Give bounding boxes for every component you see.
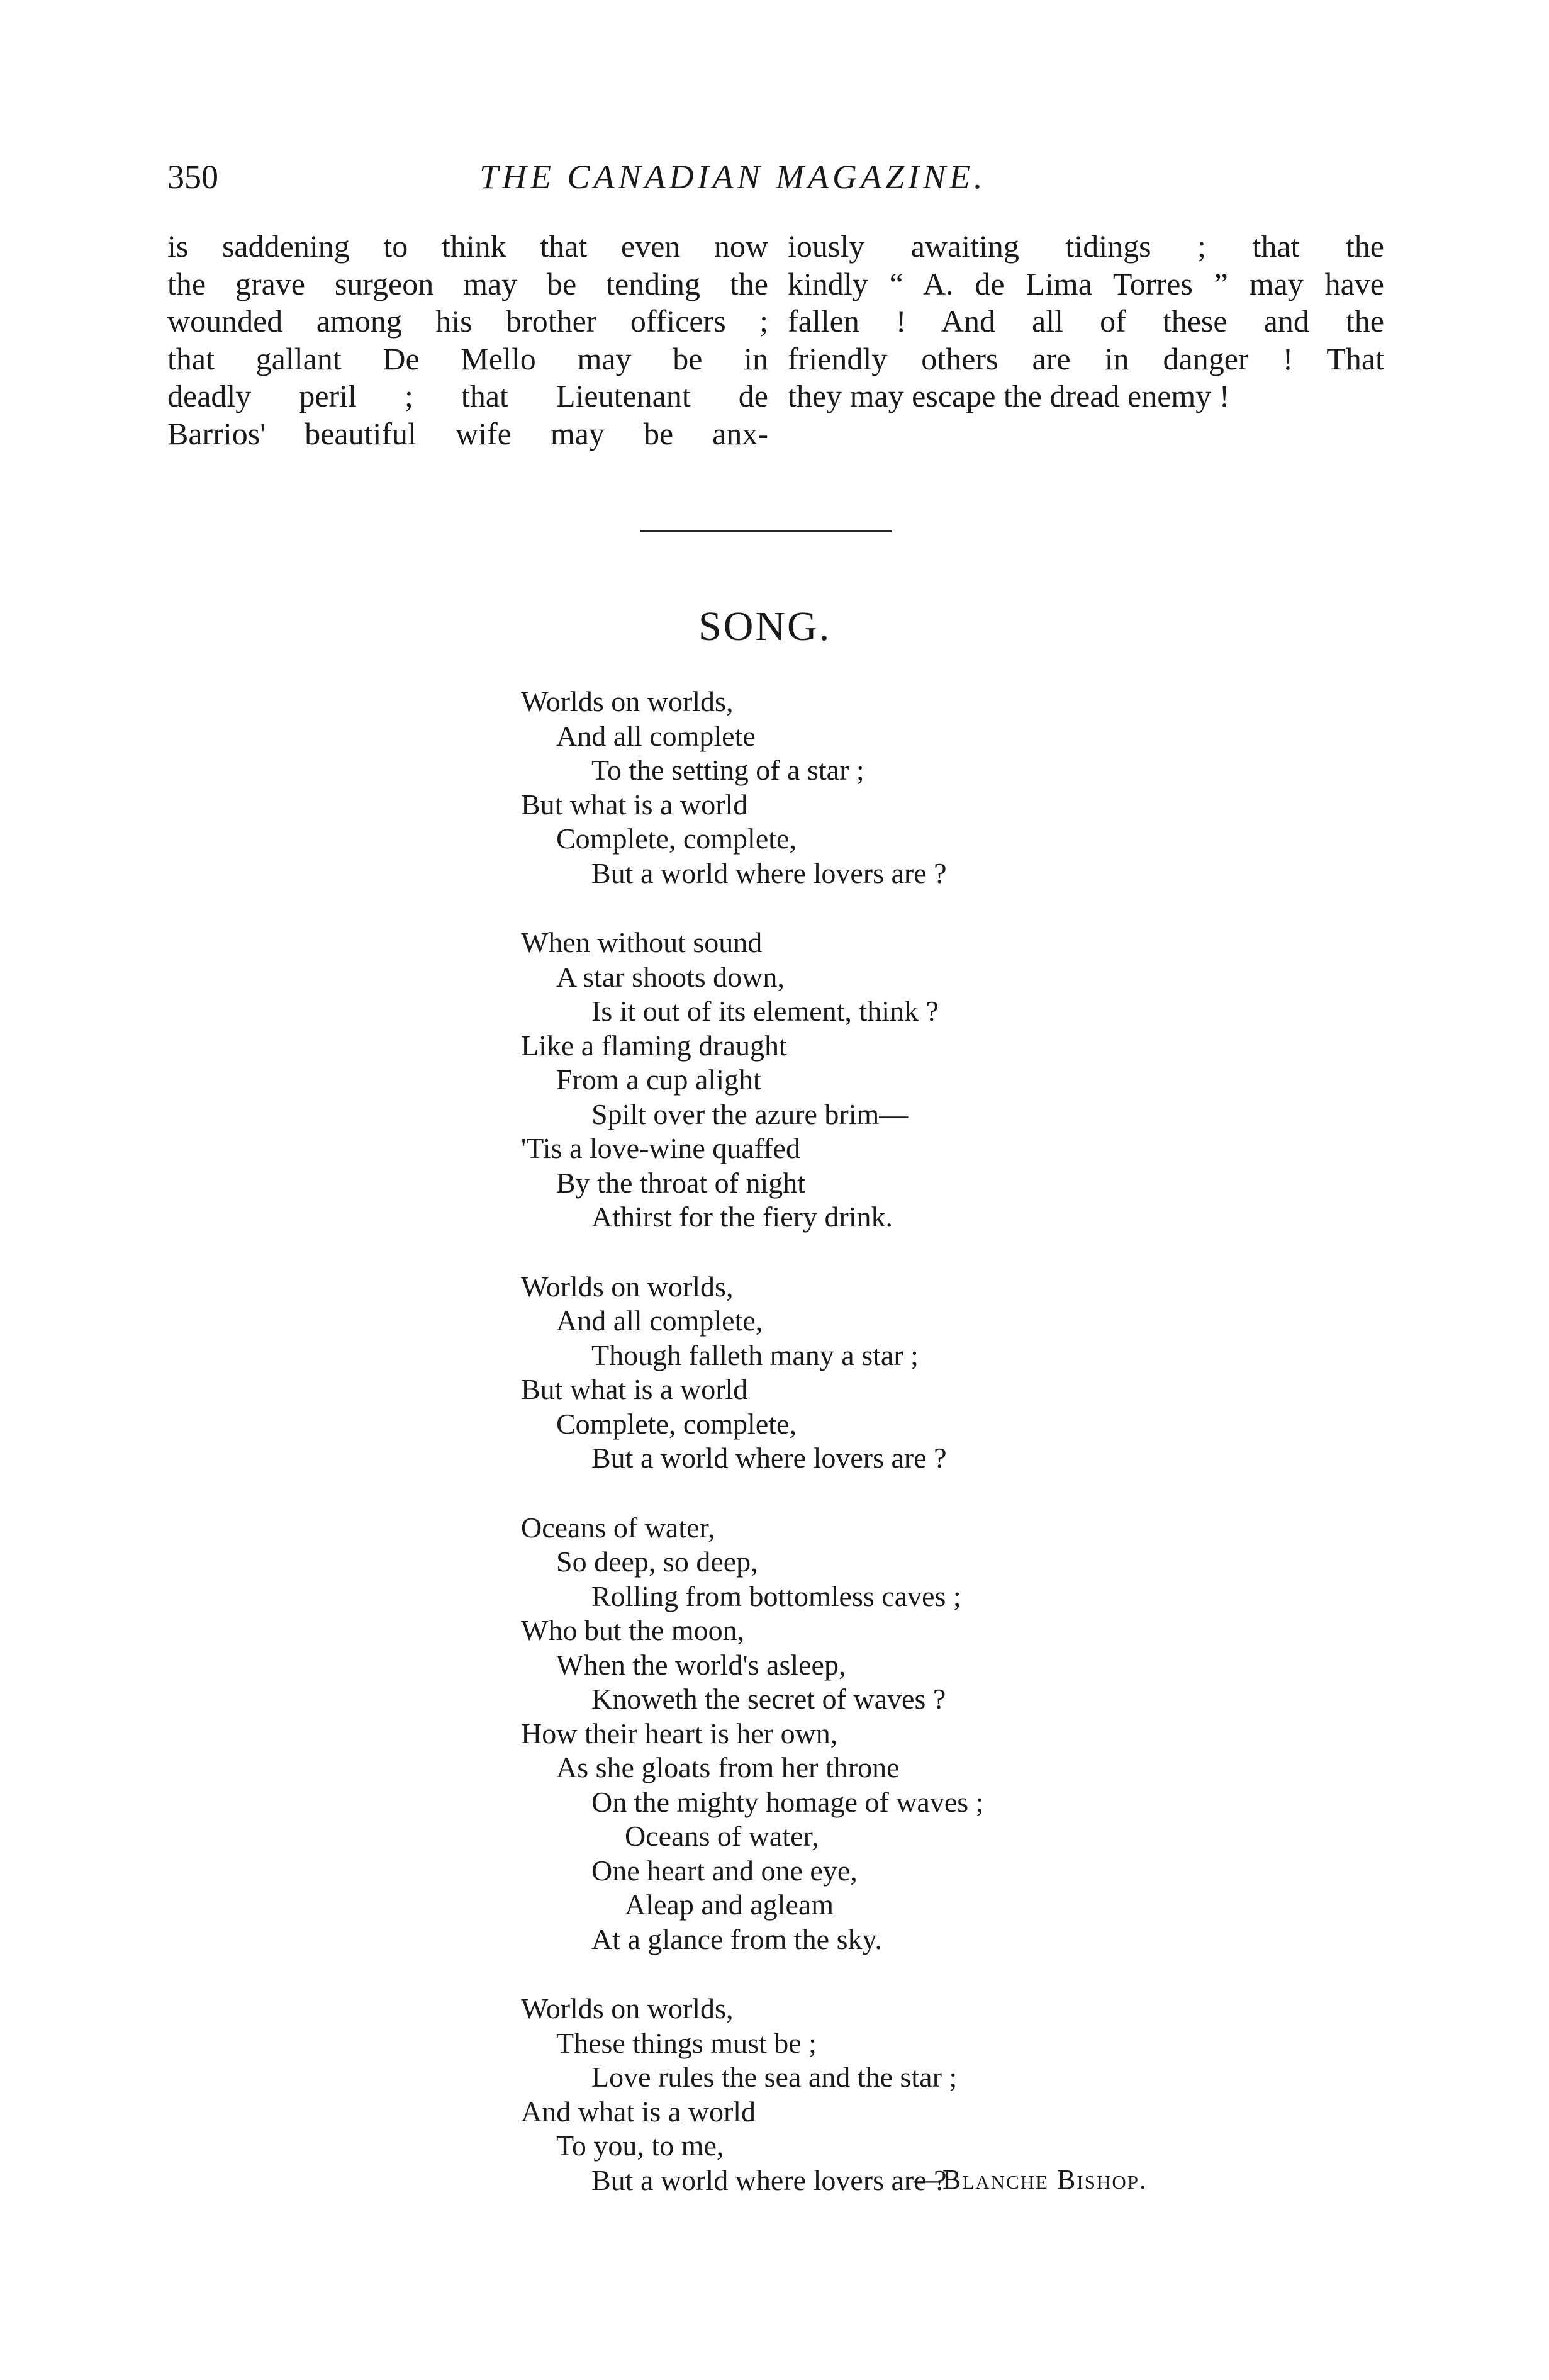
poem-line: Rolling from bottomless caves ; <box>591 1580 961 1612</box>
page-number: 350 <box>167 158 218 196</box>
poem-line: By the throat of night <box>556 1166 806 1199</box>
prose-line: wounded among his brother officers ; <box>167 303 768 339</box>
prose-line: deadly peril ; that Lieutenant de <box>167 378 768 413</box>
stanza <box>521 1270 1402 1476</box>
poem-line: Though falleth many a star ; <box>591 1339 919 1371</box>
poem-line: To you, to me, <box>556 2130 724 2162</box>
prose-line: iously awaiting tidings ; that the <box>788 228 1384 264</box>
poem-line: Knoweth the secret of waves ? <box>591 1683 946 1715</box>
section-divider-rule <box>640 530 892 532</box>
poem-line: Worlds on worlds, <box>521 1270 734 1303</box>
poem-line: But a world where lovers are ? <box>591 856 947 889</box>
poem-line: 'Tis a love-wine quaffed <box>521 1132 800 1164</box>
poem-line: So deep, so deep, <box>556 1546 758 1578</box>
poem-line: But what is a world <box>521 1373 748 1405</box>
stanza <box>521 926 1402 1235</box>
poem-line: Athirst for the fiery drink. <box>591 1201 893 1233</box>
poem-line: Love rules the sea and the star ; <box>591 2061 958 2093</box>
prose-line: they may escape the dread enemy ! <box>788 378 1230 413</box>
poem-line: Worlds on worlds, <box>521 1992 734 2024</box>
poem-line: One heart and one eye, <box>591 1854 858 1887</box>
prose-line: friendly others are in danger ! That <box>788 340 1384 376</box>
poem-line: From a cup alight <box>556 1064 761 1096</box>
poem-line: But a world where lovers are ? <box>591 1442 947 1474</box>
poem-line: When without sound <box>521 926 763 958</box>
author-signature <box>914 2164 1148 2196</box>
prose-line: kindly “ A. de Lima Torres ” may have <box>788 266 1384 301</box>
poem-line: And all complete <box>556 719 756 752</box>
poem-line: And what is a world <box>521 2095 756 2128</box>
poem-line: To the setting of a star ; <box>591 754 864 786</box>
poem-line: How their heart is her own, <box>521 1717 838 1749</box>
poem <box>521 685 1402 2233</box>
poem-line: And all complete, <box>556 1305 763 1337</box>
prose-column-right <box>788 228 1384 415</box>
prose-line: is saddening to think that even now <box>167 228 768 264</box>
author-signature-text: —Blanche Bishop. <box>914 2164 1148 2195</box>
poem-line: On the mighty homage of waves ; <box>591 1785 984 1818</box>
poem-line: At a glance from the sky. <box>591 1923 882 1955</box>
poem-line: Oceans of water, <box>521 1511 715 1544</box>
poem-line: Oceans of water, <box>625 1820 819 1852</box>
song-title: SONG. <box>698 603 832 649</box>
poem-line: Aleap and agleam <box>625 1889 834 1921</box>
prose-column-left <box>167 228 768 452</box>
poem-line: These things must be ; <box>556 2026 817 2059</box>
poem-line: As she gloats from her throne <box>556 1751 900 1783</box>
running-head: THE CANADIAN MAGAZINE. <box>479 158 987 196</box>
prose-line: fallen ! And all of these and the <box>788 303 1384 339</box>
poem-line: But a world where lovers are ? <box>591 2164 947 2196</box>
poem-line: Who but the moon, <box>521 1614 745 1646</box>
poem-line: But what is a world <box>521 788 748 821</box>
poem-line: When the world's asleep, <box>556 1648 846 1681</box>
poem-line: Complete, complete, <box>556 1407 797 1440</box>
stanza <box>521 1511 1402 1957</box>
poem-line: Is it out of its element, think ? <box>591 995 939 1027</box>
poem-line: Complete, complete, <box>556 822 797 855</box>
prose-line: that gallant De Mello may be in <box>167 340 768 376</box>
stanza <box>521 685 1402 890</box>
poem-line: Spilt over the azure brim— <box>591 1097 909 1130</box>
prose-line: Barrios' beautiful wife may be anx- <box>167 415 768 451</box>
poem-line: Worlds on worlds, <box>521 685 734 717</box>
poem-line: A star shoots down, <box>556 960 785 993</box>
prose-line: the grave surgeon may be tending the <box>167 266 768 301</box>
poem-line: Like a flaming draught <box>521 1029 787 1062</box>
